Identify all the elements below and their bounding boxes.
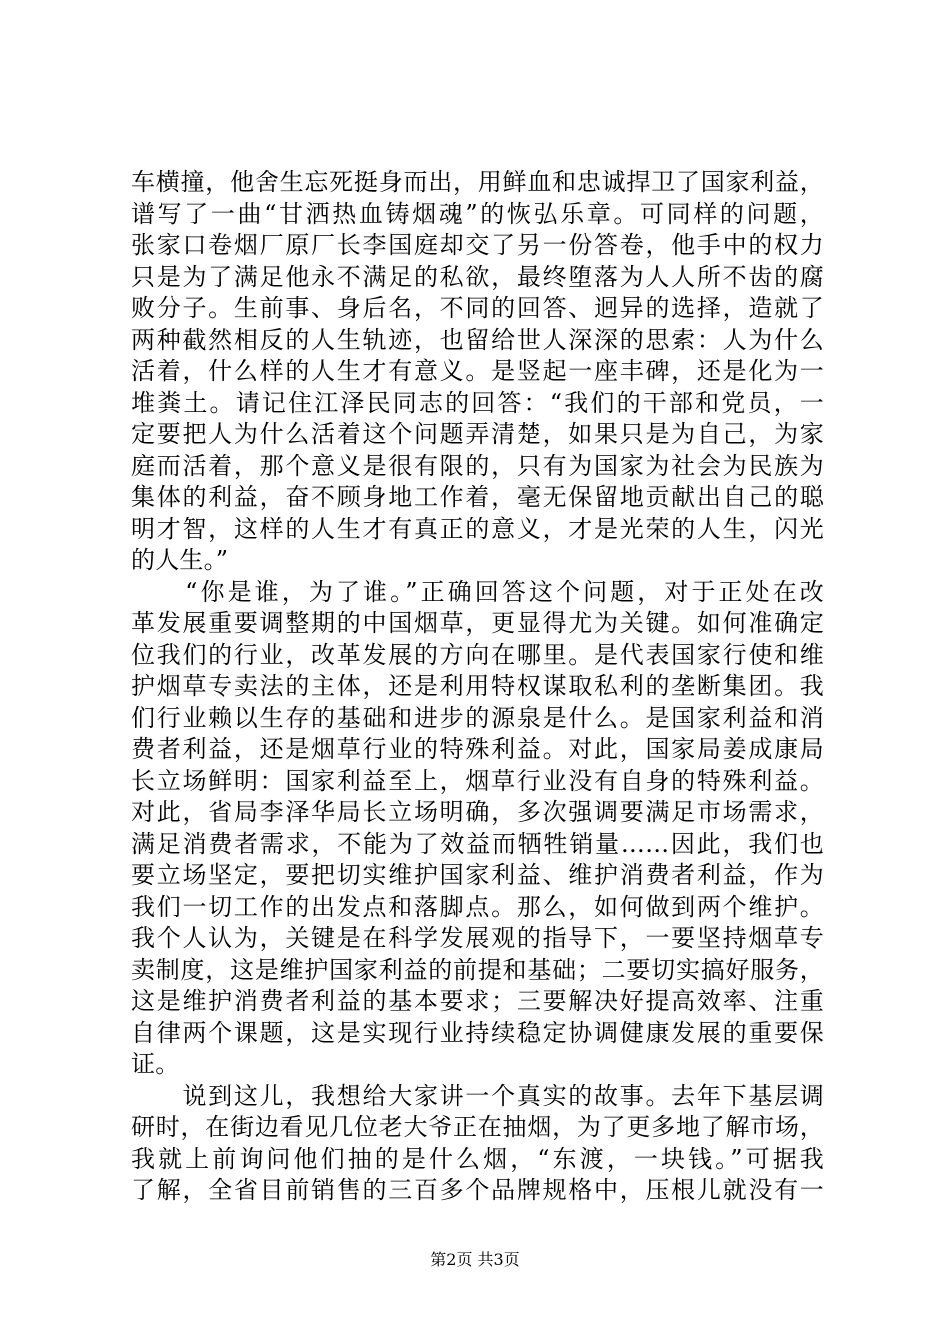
paragraph-2 [131,577,824,1081]
text-line: 了解，全省目前销售的三百多个品牌规格中，压根儿就没有一 [131,1176,824,1204]
paragraph-3 [131,1081,824,1207]
text-line: 这是维护消费者利益的基本要求；三要解决好提高效率、注重 [131,987,824,1015]
text-line: 败分子。生前事、身后名，不同的回答、迥异的选择，造就了 [131,294,824,322]
text-line: 说到这儿，我想给大家讲一个真实的故事。去年下基层调 [131,1081,824,1110]
text-line: 费者利益，还是烟草行业的特殊利益。对此，国家局姜成康局 [131,735,824,763]
text-line: 我个人认为，关键是在科学发展观的指导下，一要坚持烟草专 [131,924,824,952]
text-line: 要立场坚定，要把切实维护国家利益、维护消费者利益，作为 [131,861,824,889]
text-line: 满足消费者需求，不能为了效益而牺牲销量……因此，我们也 [131,829,824,858]
text-line: 两种截然相反的人生轨迹，也留给世人深深的思索：人为什么 [131,325,824,354]
text-line: 庭而活着，那个意义是很有限的，只有为国家为社会为民族为 [131,451,824,480]
text-line: 明才智，这样的人生才有真正的意义，才是光荣的人生，闪光 [131,514,824,543]
text-line: 位我们的行业，改革发展的方向在哪里。是代表国家行使和维 [131,640,824,669]
text-line: 们行业赖以生存的基础和进步的源泉是什么。是国家利益和消 [131,703,824,732]
text-line: 我们一切工作的出发点和落脚点。那么，如何做到两个维护。 [131,892,824,921]
text-line: “你是谁，为了谁。”正确回答这个问题，对于正处在改 [131,577,824,606]
text-line: 证。 [131,1050,180,1078]
text-line: 卖制度，这是维护国家利益的前提和基础；二要切实搞好服务， [131,955,824,984]
page-footer [0,1250,950,1270]
text-line: 定要把人为什么活着这个问题弄清楚，如果只是为自己，为家 [131,420,824,448]
text-line: 我就上前询问他们抽的是什么烟，“东渡，一块钱。”可据我 [131,1144,824,1173]
text-line: 活着，什么样的人生才有意义。是竖起一座丰碑，还是化为一 [131,357,824,385]
text-line: 长立场鲜明：国家利益至上，烟草行业没有自身的特殊利益。 [131,766,824,795]
text-line: 谱写了一曲“甘洒热血铸烟魂”的恢弘乐章。可同样的问题， [131,199,824,228]
text-line: 的人生。” [131,546,229,574]
document-body [131,167,824,1207]
text-line: 只是为了满足他永不满足的私欲，最终堕落为人人所不齿的腐 [131,262,824,291]
text-line: 自律两个课题，这是实现行业持续稳定协调健康发展的重要保 [131,1018,824,1047]
paragraph-1 [131,167,824,577]
text-line: 集体的利益，奋不顾身地工作着，毫无保留地贡献出自己的聪 [131,483,824,511]
text-line: 车横撞，他舍生忘死挺身而出，用鲜血和忠诚捍卫了国家利益， [131,168,824,196]
text-line: 革发展重要调整期的中国烟草，更显得尤为关键。如何准确定 [131,609,824,637]
page-number: 第2页 共3页 [430,1250,520,1269]
text-line: 张家口卷烟厂原厂长李国庭却交了另一份答卷，他手中的权力 [131,231,824,259]
text-line: 研时，在街边看见几位老大爷正在抽烟，为了更多地了解市场， [131,1113,824,1141]
text-line: 护烟草专卖法的主体，还是利用特权谋取私利的垄断集团。我 [131,672,824,700]
text-line: 堆粪土。请记住江泽民同志的回答：“我们的干部和党员，一 [131,388,824,417]
text-line: 对此，省局李泽华局长立场明确，多次强调要满足市场需求， [131,798,824,826]
